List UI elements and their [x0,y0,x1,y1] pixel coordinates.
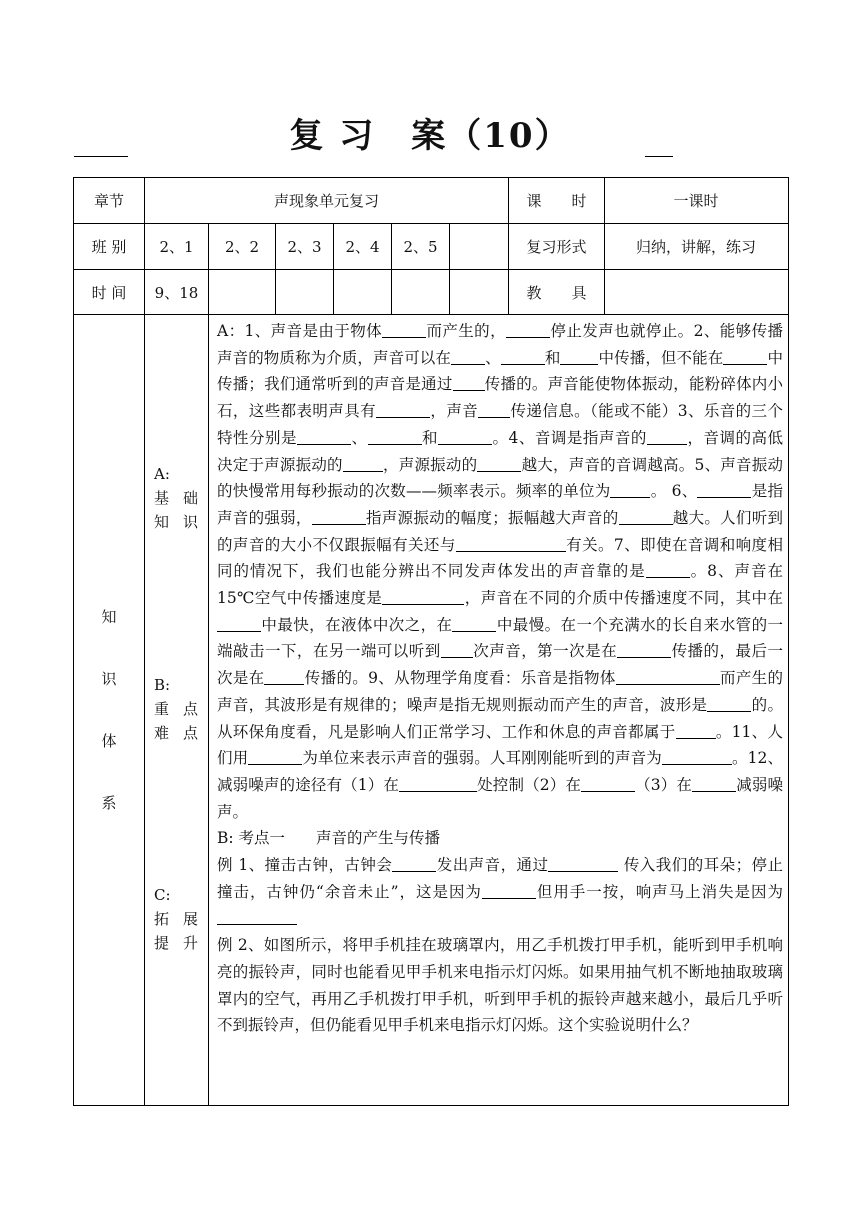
class-cell: 2、1 [159,238,194,256]
time-value: 9、18 [154,283,199,302]
review-form-label: 复习形式 [526,238,587,256]
row-divider [73,314,788,315]
title-underline-right [645,156,673,157]
class-label: 班 别 [91,238,127,256]
extension-label: C: 拓 展 提 升 [154,886,198,952]
key-points-label: B: 重 点 难 点 [154,676,198,742]
review-form-value: 归纳，讲解，练习 [635,238,756,256]
title-underline-left [74,156,128,157]
knowledge-content [217,318,783,1039]
class-cell: 2、3 [287,238,322,256]
lesson-value: 一课时 [673,192,719,210]
class-cell: 2、4 [345,238,380,256]
tools-value [605,270,787,314]
chapter-value: 声现象单元复习 [273,192,379,210]
class-cell: 2、2 [224,238,260,256]
key-point-heading: B: 考点一 声音的产生与传播 [217,829,441,848]
class-cell [450,224,508,269]
class-cell: 2、5 [403,238,438,256]
chapter-label: 章节 [93,192,124,210]
example-1: 例 1、撞击古钟，古钟会 发出声音，通过 传入我们的耳朵；停止撞击，古钟仍“余音未止”，这是因为 但用手一按，响声马上消失是因为 [217,852,783,932]
basic-knowledge-text: A：1、声音是由于物体 而产生的， 停止发声也就停止。2、能够传播声音的物质称为介质，声音可以在 、 和 中传播，但不能在 中传播；我们通常听到的声音是通过 传播的。声音能使物体振动，能粉碎体内小石，这些都表明声具有 ，声音 传递信息。（能或不能）3、乐音的三个特性分别是 、 和 。4、音调是指声音的 ，音调的高低决定于声源振动的 ，声源振动的 越大，声音的音调越高。5、声音振动的快慢常用每秒振动的次数——频率表示。频率的单位为 。 6、 是指声音的强弱， 指声源振动的幅度；振幅越大声音的 越大。人们听到的声音的大小不仅跟振幅有关还与 有关。7、即使在音调和响度相同的情况下，我们也能分辨出不同发声体发出的声音靠的是 。8、声音在 15℃空气中传播速度是 ，声音在不同的介质中传播速度不同，其中在中最快，在液体中次之，在 中最慢。在一个充满水的长自来水管的一端敲击一下，在另一端可以听到 次声音，第一次是在 传播的，最后一次是在 传播的。9、从物理学角度看：乐音是指物体 而产生的声音，其波形是有规律的；噪声是指无规则振动而产生的声音，波形是 的。从环保角度看，凡是影响人们正常学习、工作和休息的声音都属于 。11、人们用 为单位来表示声音的强弱。人耳刚刚能听到的声音为 。12、减弱噪声的途径有（1）在 处控制（2）在 （3）在 减弱噪声。 [217,322,783,821]
time-label: 时 间 [91,283,127,302]
page-title: 复 习 案（10） [289,116,571,156]
col-divider [144,177,145,1105]
example-2: 例 2、如图所示，将甲手机挂在玻璃罩内，用乙手机拨打甲手机，能听到甲手机响亮的振铃声，同时也能看见甲手机来电指示灯闪烁。如果用抽气机不断地抽取玻璃罩内的空气，再用乙手机拨打甲手机，听到甲手机的振铃声越来越小，最后几乎听不到振铃声，但仍能看见甲手机来电指示灯闪烁。这个实验说明什么？ [217,936,783,1035]
knowledge-system-label: 知 识 体 系 [101,608,117,812]
lesson-label: 课 时 [526,192,587,210]
tools-label: 教 具 [526,283,587,302]
col-divider [208,314,209,1105]
basic-knowledge-label: A: 基 础 知 识 [154,465,198,531]
